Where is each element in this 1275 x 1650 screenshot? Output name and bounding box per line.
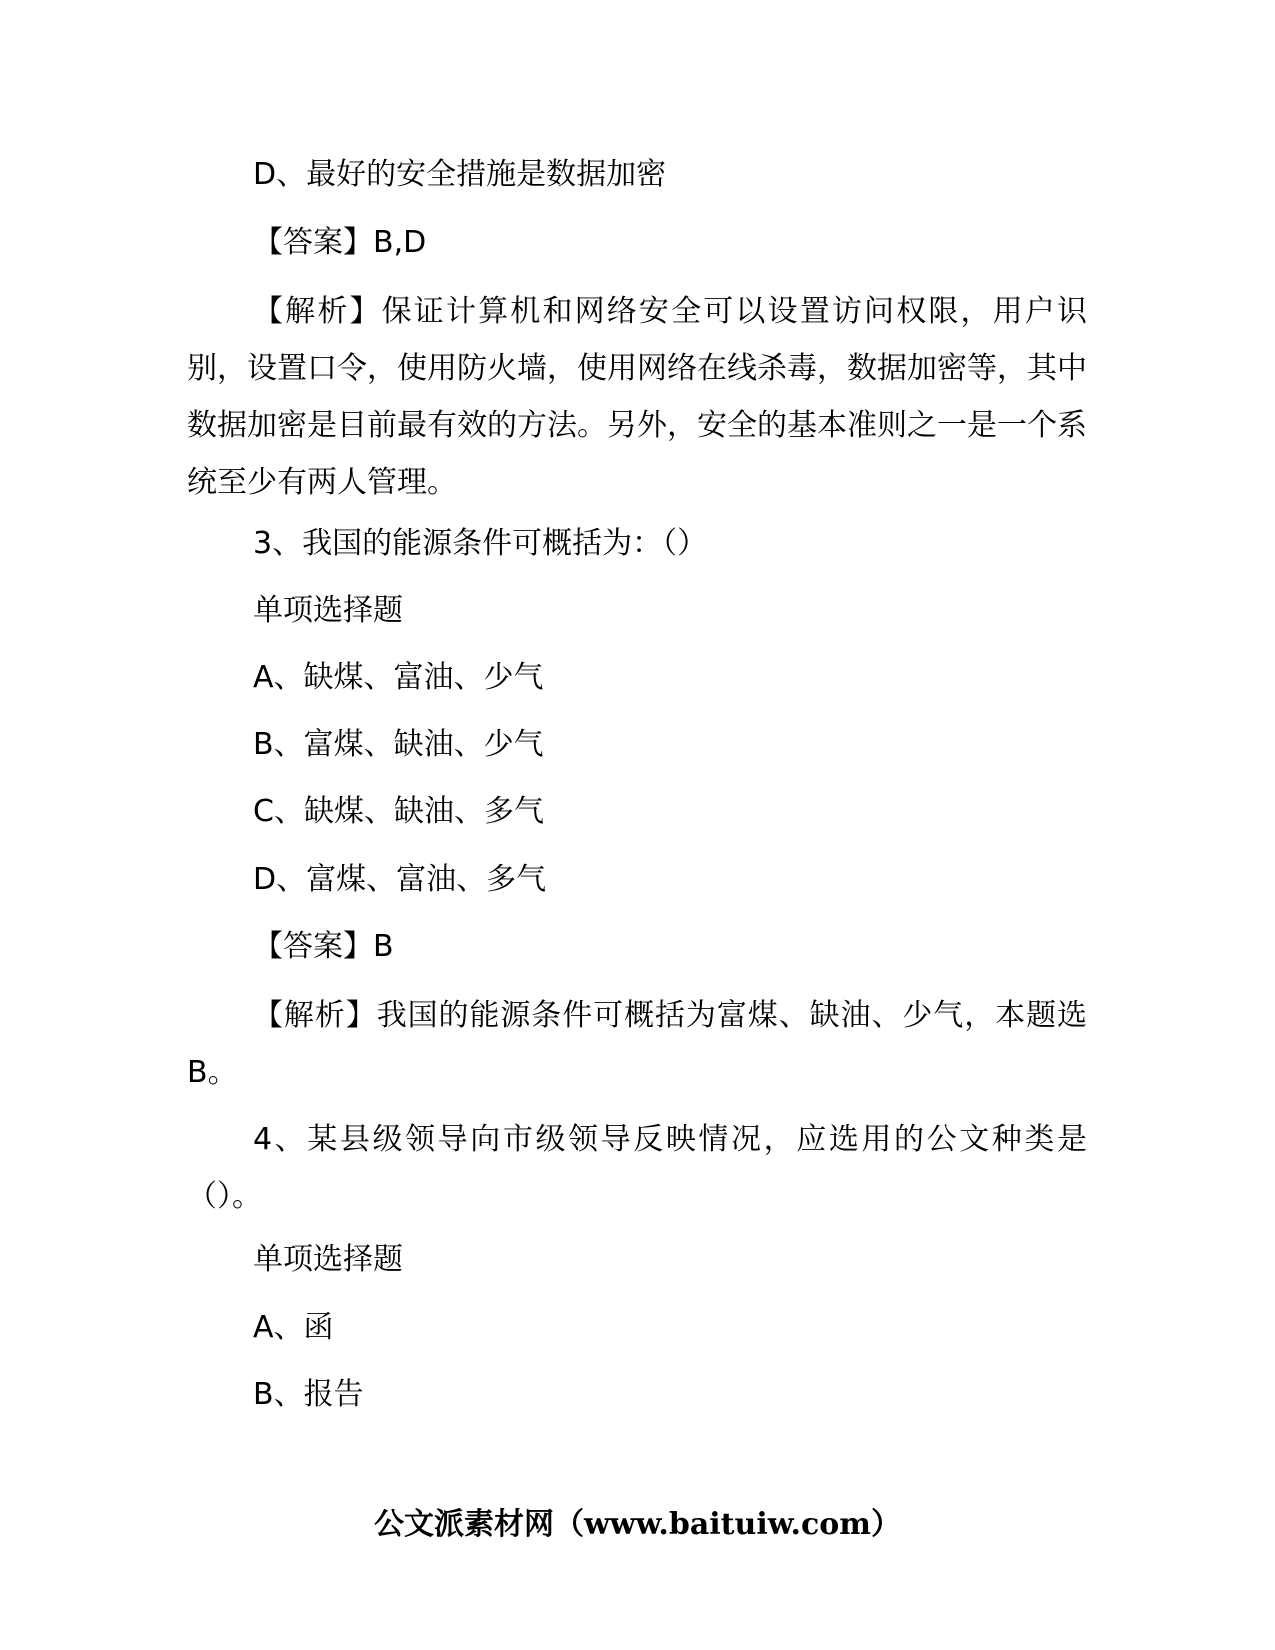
q3-answer: 【答案】B — [253, 929, 394, 964]
q4-type: 单项选择题 — [253, 1242, 403, 1277]
q3-type: 单项选择题 — [253, 593, 403, 628]
q3-question: 3、我国的能源条件可概括为：（） — [253, 526, 708, 561]
q3-option-c: C、缺煤、缺油、多气 — [253, 794, 544, 829]
q2-answer: 【答案】B,D — [253, 225, 427, 260]
q3-option-a: A、缺煤、富油、少气 — [253, 660, 544, 695]
footer-watermark: 公文派素材网（www.baituiw.com） — [373, 1507, 902, 1542]
q4-option-b: B、报告 — [253, 1377, 364, 1412]
q3-option-b: B、富煤、缺油、少气 — [253, 727, 544, 762]
q3-option-d: D、富煤、富油、多气 — [253, 862, 547, 897]
q2-analysis: 【解析】保证计算机和网络安全可以设置访问权限，用户识别，设置口令，使用防火墙，使用网络在线杀毒，数据加密等，其中数据加密是目前最有效的方法。另外，安全的基本准则之一是一个系统至少有两人管理。 — [187, 294, 1087, 500]
q2-option-d: D、最好的安全措施是数据加密 — [253, 157, 667, 192]
q4-option-a: A、函 — [253, 1310, 334, 1345]
q4-question: 4、某县级领导向市级领导反映情况，应选用的公文种类是（）。 — [187, 1122, 1087, 1214]
q3-analysis: 【解析】我国的能源条件可概括为富煤、缺油、少气，本题选 B。 — [187, 998, 1087, 1090]
